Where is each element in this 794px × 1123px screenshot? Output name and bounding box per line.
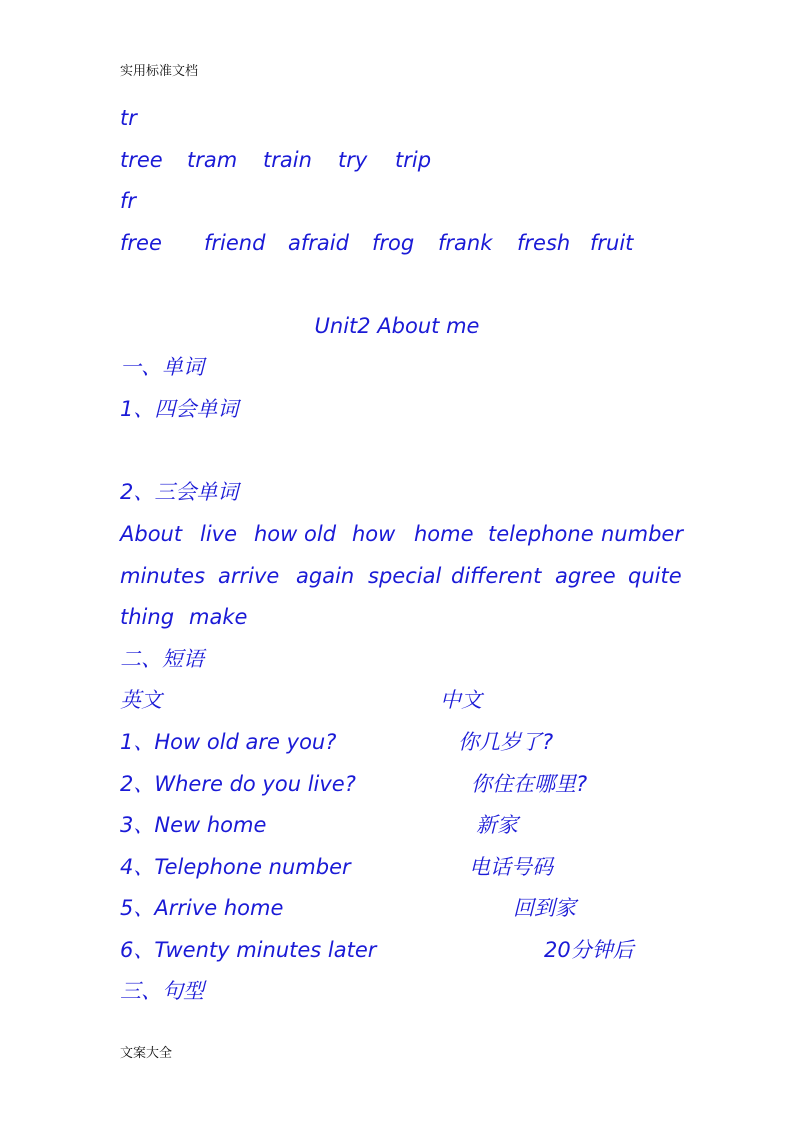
phrase-english: 5、Arrive home	[120, 896, 284, 920]
phonics-word: try	[338, 148, 368, 172]
phrase-english: 6、Twenty minutes later	[120, 938, 377, 962]
phonics-word: frank	[438, 231, 493, 255]
phonics-word: tree	[120, 148, 163, 172]
phonics-word: fresh	[517, 231, 571, 255]
page-header: 实用标准文档	[120, 64, 199, 79]
section-heading-words: 一、单词	[120, 355, 204, 379]
vocab-word: make	[189, 605, 248, 629]
vocab-row	[120, 524, 690, 550]
phonics-heading-tr: tr	[120, 106, 137, 130]
vocab-word: different	[451, 564, 542, 588]
phrase-english: 4、Telephone number	[120, 855, 351, 879]
phonics-heading-fr: fr	[120, 189, 137, 213]
phrase-english: 3、New home	[120, 813, 267, 837]
column-header-chinese: 中文	[440, 688, 482, 712]
vocab-word: thing	[120, 605, 175, 629]
subheading-four-skill-words: 1、四会单词	[120, 397, 239, 421]
vocab-row	[120, 566, 690, 592]
vocab-word: how old	[254, 522, 337, 546]
phrase-row	[120, 898, 680, 924]
phrase-row	[120, 857, 680, 883]
vocab-word: special	[368, 564, 442, 588]
section-heading-sentences: 三、句型	[120, 979, 204, 1003]
vocab-word: arrive	[218, 564, 280, 588]
phrase-chinese: 你几岁了?	[458, 730, 554, 754]
phonics-word: tram	[187, 148, 238, 172]
vocab-word: how	[352, 522, 396, 546]
vocab-word: number	[601, 522, 683, 546]
phrase-row	[120, 815, 680, 841]
vocab-word: live	[200, 522, 238, 546]
phrase-english: 2、Where do you live?	[120, 772, 356, 796]
vocab-word: telephone	[488, 522, 594, 546]
phonics-word: fruit	[590, 231, 634, 255]
vocab-word: again	[296, 564, 355, 588]
phonics-word: friend	[204, 231, 266, 255]
phrase-english: 1、How old are you?	[120, 730, 337, 754]
phrase-chinese: 回到家	[513, 896, 576, 920]
phrase-chinese: 你住在哪里?	[471, 772, 588, 796]
phonics-word: trip	[395, 148, 432, 172]
phonics-word: frog	[372, 231, 415, 255]
phonics-words-fr	[120, 233, 720, 259]
column-header-english: 英文	[120, 688, 162, 712]
phonics-word: train	[263, 148, 312, 172]
phrase-row	[120, 732, 680, 758]
vocab-word: agree	[555, 564, 616, 588]
phrase-column-headers	[120, 690, 680, 716]
section-heading-phrases: 二、短语	[120, 647, 204, 671]
phrase-chinese: 新家	[476, 813, 518, 837]
phonics-word: afraid	[288, 231, 349, 255]
page-footer: 文案大全	[120, 1046, 173, 1061]
vocab-word: quite	[628, 564, 682, 588]
unit-title: Unit2 About me	[314, 314, 480, 338]
vocab-word: home	[414, 522, 474, 546]
phrase-chinese: 20分钟后	[544, 938, 634, 962]
vocab-word: About	[120, 522, 183, 546]
phrase-chinese: 电话号码	[469, 855, 553, 879]
phonics-words-tr	[120, 150, 720, 176]
vocab-row	[120, 607, 690, 633]
vocab-word: minutes	[120, 564, 206, 588]
phonics-word: free	[120, 231, 162, 255]
subheading-three-skill-words: 2、三会单词	[120, 480, 239, 504]
phrase-row	[120, 774, 680, 800]
phrase-row	[120, 940, 680, 966]
